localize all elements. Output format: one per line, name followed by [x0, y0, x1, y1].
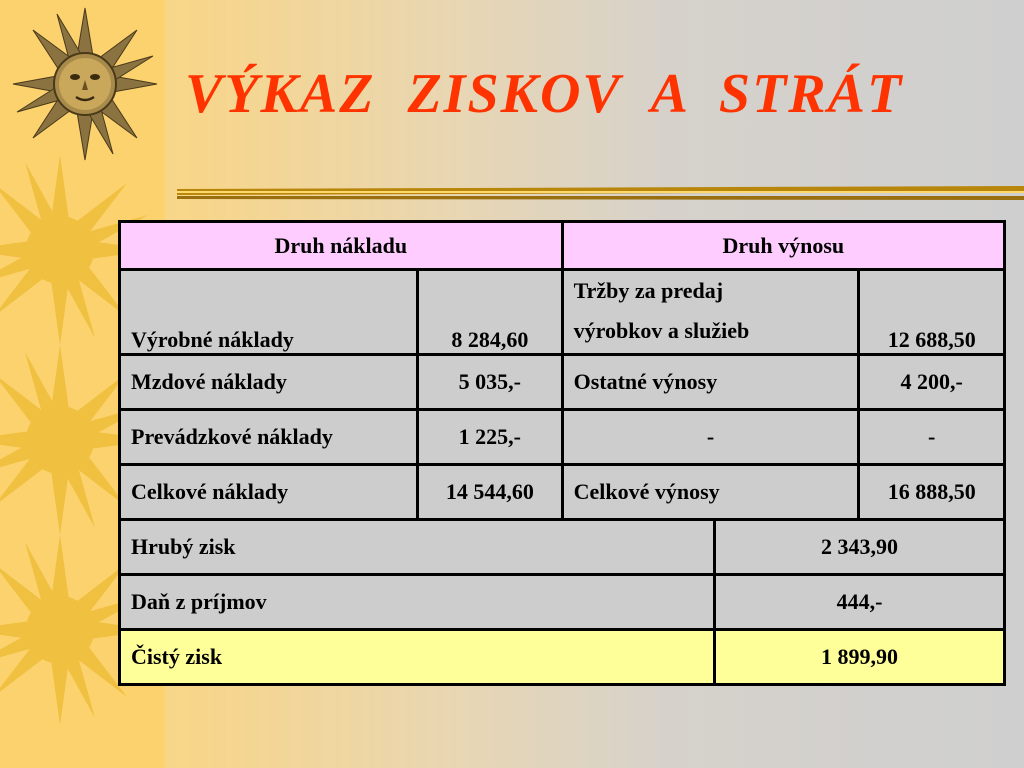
revenue-label: Celkové výnosy [562, 465, 859, 520]
revenue-value: 4 200,- [859, 355, 1005, 410]
cost-label: Celkové náklady [120, 465, 418, 520]
summary-row-income-tax [120, 575, 1005, 630]
table-header-row [120, 222, 1005, 270]
cost-label: Výrobné náklady [120, 270, 418, 355]
table-row [120, 410, 1005, 465]
summary-label: Daň z príjmov [120, 575, 715, 630]
summary-value: 2 343,90 [714, 520, 1004, 575]
cost-label: Prevádzkové náklady [120, 410, 418, 465]
profit-loss-table [118, 220, 1006, 686]
revenue-label: Ostatné výnosy [562, 355, 859, 410]
net-profit-value: 1 899,90 [714, 630, 1004, 685]
title-divider-rule [177, 183, 1024, 203]
net-profit-label: Čistý zisk [120, 630, 715, 685]
cost-value: 8 284,60 [418, 270, 563, 355]
cost-value: 1 225,- [418, 410, 563, 465]
summary-label: Hrubý zisk [120, 520, 715, 575]
revenue-label [562, 270, 859, 355]
summary-value: 444,- [714, 575, 1004, 630]
page-title: VÝKAZ ZISKOV A STRÁT [185, 63, 904, 125]
revenue-value: 12 688,50 [859, 270, 1005, 355]
revenue-label-line2: výrobkov a služieb [573, 318, 750, 343]
table-row [120, 270, 1005, 355]
summary-row-net-profit [120, 630, 1005, 685]
revenue-value: 16 888,50 [859, 465, 1005, 520]
cost-label: Mzdové náklady [120, 355, 418, 410]
header-revenue-type: Druh výnosu [562, 222, 1004, 270]
summary-row-gross-profit [120, 520, 1005, 575]
revenue-value: - [859, 410, 1005, 465]
sun-face-logo-icon [10, 6, 160, 166]
table-row [120, 355, 1005, 410]
revenue-label: - [562, 410, 859, 465]
header-cost-type: Druh nákladu [120, 222, 563, 270]
table-row [120, 465, 1005, 520]
cost-value: 5 035,- [418, 355, 563, 410]
cost-value: 14 544,60 [418, 465, 563, 520]
revenue-label-line1: Tržby za predaj [573, 278, 724, 303]
